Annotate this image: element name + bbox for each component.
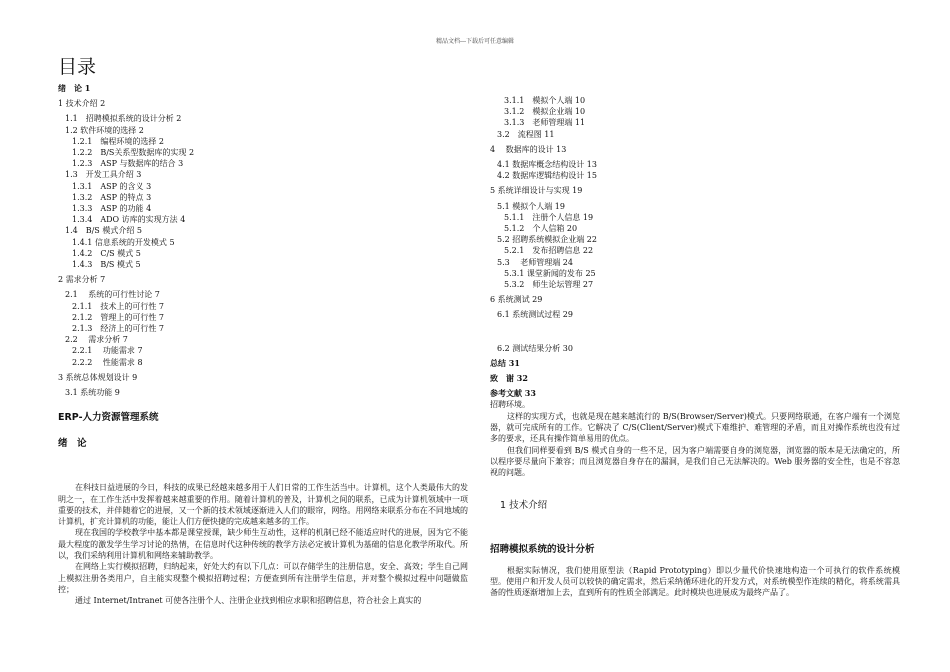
intro-body bbox=[58, 482, 468, 606]
section-heading: 1 技术介绍 bbox=[500, 499, 548, 511]
doc-title: ERP-人力资源管理系统 bbox=[58, 412, 159, 424]
toc-entry[interactable]: 3.1.1 模拟个人端 10 bbox=[504, 96, 586, 105]
toc-entry[interactable]: 1.3.2 ASP 的特点 3 bbox=[72, 192, 152, 202]
header-note: 精品文档---下载后可任意编辑 bbox=[435, 38, 515, 45]
right-paragraph: 这样的实现方式，也就是现在越来越流行的 B/S(Browser/Server)模式。只要网络联通，在客户端有一个浏览器，就可完成所有的工作。它解决了 C/S(Client/Server)模式下难维护、难管理的矛盾，而且对操作系统也没有过多的要求，还具有操作简单易用的优点。 bbox=[490, 411, 900, 444]
intro-paragraph: 通过 Internet/Intranet 可使各注册个人、注册企业找到相应求职和招聘信息，符合社会上真实的 bbox=[75, 596, 422, 606]
toc-entry[interactable]: 总结 31 bbox=[490, 357, 520, 368]
toc-entry[interactable]: 2.1 系统的可行性讨论 7 bbox=[65, 290, 160, 300]
toc-entry[interactable]: 1.3.4 ADO 访库的实现方法 4 bbox=[72, 215, 186, 225]
right-paragraph: 但我们同样要看到 B/S 模式自身的一些不足，因为客户端需要自身的浏览器，浏览器的版本是无法确定的，所以程序要尽量向下兼容；而且浏览器自身存在的漏洞，是我们自己无法解决的。Web 服务器的安全性，也是不容忽视的问题。 bbox=[490, 445, 900, 478]
toc-entry[interactable]: 2.1.3 经济上的可行性 7 bbox=[72, 324, 164, 334]
intro-paragraph: 在网络上实行模拟招聘，归纳起来，好处大约有以下几点：可以存储学生的注册信息，安全、高效；学生自己网上模拟注册各类用户，自主能实现整个模拟招聘过程；方便查到所有注册学生信息，并对整个模拟过程中问题做监控； bbox=[58, 562, 468, 594]
intro-paragraph: 在科技日益进展的今日，科技的成果已经越来越多用于人们日常的工作生活当中。计算机，这个人类最伟大的发明之一，在工作生活中发挥着越来越重要的作用。随着计算机的普及，计算机之间的联系，已成为计算机领域中一项重要的技术，并伴随着它的进展，又一个新的技术领域逐渐进入人们的眼帘，网络。用网络来联系分布在不同地域的计算机，扩充计算机的功能，能让人们方便快捷的完成越来越多的工作。 bbox=[58, 483, 468, 527]
toc-entry[interactable]: 1.2.1 编程环境的选择 2 bbox=[72, 136, 164, 146]
toc-left-list bbox=[58, 83, 468, 398]
toc-entry[interactable]: 6 系统测试 29 bbox=[490, 295, 543, 305]
toc-entry[interactable]: 4.2 数据库逻辑结构设计 15 bbox=[497, 171, 597, 181]
subsection-heading: 招聘模拟系统的设计分析 bbox=[490, 543, 595, 555]
toc-entry[interactable]: 1.4 B/S 模式介绍 5 bbox=[65, 226, 142, 236]
toc-right-list-tail bbox=[490, 343, 900, 400]
toc-title: 目录 bbox=[58, 56, 97, 78]
toc-entry[interactable]: 5.3.1 课堂新闻的发布 25 bbox=[504, 268, 596, 278]
toc-entry[interactable]: 5.1.2 个人信箱 20 bbox=[504, 224, 578, 234]
toc-right-list bbox=[490, 95, 900, 321]
toc-entry[interactable]: 5.1.1 注册个人信息 19 bbox=[504, 212, 594, 222]
toc-entry[interactable]: 4.1 数据库概念结构设计 13 bbox=[497, 160, 597, 170]
right-lead-text: 招聘环境。 bbox=[490, 400, 530, 410]
toc-entry[interactable]: 2.2 需求分析 7 bbox=[65, 335, 128, 345]
toc-entry[interactable]: 3.1.3 老师管理端 11 bbox=[504, 118, 586, 128]
toc-entry[interactable]: 绪 论 1 bbox=[58, 83, 91, 93]
toc-entry[interactable]: 1.3 开发工具介绍 3 bbox=[65, 170, 142, 180]
toc-entry[interactable]: 5.1 模拟个人端 19 bbox=[497, 201, 565, 211]
toc-entry[interactable]: 5.2 招聘系统模拟企业端 22 bbox=[497, 235, 597, 245]
toc-entry[interactable]: 1.1 招聘模拟系统的设计分析 2 bbox=[65, 114, 182, 124]
toc-entry[interactable]: 3.2 流程图 11 bbox=[497, 129, 555, 139]
toc-entry[interactable]: 2.2.1 功能需求 7 bbox=[72, 346, 143, 356]
intro-heading: 绪 论 bbox=[58, 438, 87, 450]
toc-entry[interactable]: 1.3.1 ASP 的含义 3 bbox=[72, 181, 152, 191]
toc-entry[interactable]: 5.3 老师管理端 24 bbox=[497, 257, 573, 267]
toc-entry[interactable]: 参考文献 33 bbox=[490, 388, 536, 399]
toc-entry[interactable]: 1.3.3 ASP 的功能 4 bbox=[72, 204, 152, 214]
subsection-paragraph: 根据实际情况，我们使用原型法（Rapid Prototyping）即以少量代价快速地构造一个可执行的软件系统模型。使用户和开发人员可以较快的确定需求，然后采纳循环进化的开发方式，对系统模型作连续的精化，将系统需具备的性质逐渐增加上去，直到所有的性质全部满足。此时模块也进展成为最终产品了。 bbox=[490, 565, 900, 598]
toc-entry[interactable]: 2.2.2 性能需求 8 bbox=[72, 357, 143, 367]
toc-entry[interactable]: 5.2.1 发布招聘信息 22 bbox=[504, 246, 594, 256]
toc-entry[interactable]: 3.1.2 模拟企业端 10 bbox=[504, 107, 586, 117]
right-column bbox=[490, 95, 900, 598]
toc-entry[interactable]: 2 需求分析 7 bbox=[58, 275, 106, 285]
toc-entry[interactable]: 3.1 系统功能 9 bbox=[65, 388, 120, 398]
toc-entry[interactable]: 1.2.3 ASP 与数据库的结合 3 bbox=[72, 159, 184, 169]
toc-entry[interactable]: 1.2.2 B/S关系型数据库的实现 2 bbox=[72, 148, 195, 158]
intro-paragraph: 现在我国的学校教学中基本都是课堂授课，缺少师生互动性，这样的机制已经不能适应时代的进展，因为它不能最大程度的激发学生学习讨论的热情，在信息时代这种传统的教学方法必定被计算机为基础的信息化教学所取代。所以，我们采纳利用计算机和网络来辅助教学。 bbox=[58, 528, 468, 561]
toc-entry[interactable]: 1.4.2 C/S 模式 5 bbox=[72, 248, 141, 258]
toc-entry[interactable]: 5 系统详细设计与实现 19 bbox=[490, 186, 583, 196]
toc-entry[interactable]: 5.3.2 师生论坛管理 27 bbox=[504, 280, 594, 290]
left-column bbox=[58, 56, 468, 607]
toc-entry[interactable]: 2.1.1 技术上的可行性 7 bbox=[72, 301, 164, 311]
toc-entry[interactable]: 3 系统总体规划设计 9 bbox=[58, 372, 138, 382]
toc-entry[interactable]: 4 数据库的设计 13 bbox=[490, 144, 567, 154]
toc-entry[interactable]: 1.4.1 信息系统的开发模式 5 bbox=[72, 237, 175, 247]
toc-entry[interactable]: 2.1.2 管理上的可行性 7 bbox=[72, 312, 164, 322]
toc-entry[interactable]: 1.2 软件环境的选择 2 bbox=[65, 125, 144, 135]
toc-entry[interactable]: 6.2 测试结果分析 30 bbox=[497, 343, 573, 353]
toc-entry[interactable]: 6.1 系统测试过程 29 bbox=[497, 310, 573, 320]
toc-entry[interactable]: 致 谢 32 bbox=[490, 373, 528, 384]
toc-entry[interactable]: 1 技术介绍 2 bbox=[58, 99, 106, 109]
toc-entry[interactable]: 1.4.3 B/S 模式 5 bbox=[72, 260, 141, 270]
